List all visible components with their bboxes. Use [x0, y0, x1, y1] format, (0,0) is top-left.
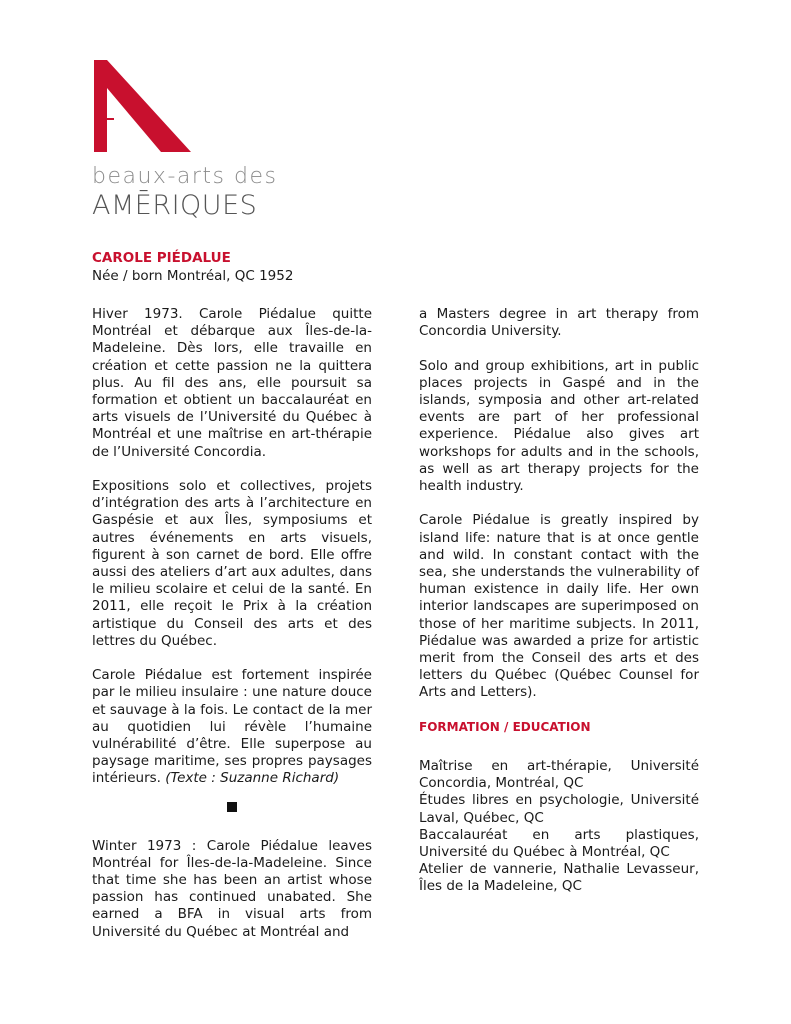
education-item: Maîtrise en art-thérapie, Université Concordia, Montréal, QC [419, 758, 699, 792]
bio-fr-paragraph-3 [92, 667, 372, 787]
brand-name-line1: beaux-arts des [92, 164, 278, 189]
artist-name: CAROLE PIÉDALUE [92, 250, 231, 266]
left-column [92, 306, 372, 941]
education-item: Baccalauréat en arts plastiques, Université du Québec à Montréal, QC [419, 826, 699, 861]
education-heading: FORMATION / EDUCATION [419, 719, 591, 734]
artist-birth: Née / born Montréal, QC 1952 [92, 268, 294, 284]
education-item: Atelier de vannerie, Nathalie Levasseur, Îles de la Madeleine, QC [419, 861, 699, 895]
bio-en-paragraph-1-end: a Masters degree in art therapy from Concordia University. [419, 306, 699, 340]
section-separator-square [227, 802, 237, 812]
bio-en-paragraph-2: Solo and group exhibitions, art in public places projects in Gaspé and in the islands, symposia and other art-related events are part of her professional experience. Piédalue also gives art workshops for adults and in the schools, as well as art therapy projects for the health industry. [419, 357, 699, 495]
bio-fr-paragraph-1: Hiver 1973. Carole Piédalue quitte Montréal et débarque aux Îles-de-la-Madeleine. Dès lors, elle travaille en création et cette passion ne la quittera plus. Au fil des ans, elle poursuit sa formation et obtient un baccalauréat en arts visuels de l’Université du Québec à Montréal et une maîtrise en art-thérapie de l’Université Concordia. [92, 306, 372, 460]
right-column [419, 306, 699, 896]
bio-en-paragraph-1-start: Winter 1973 : Carole Piédalue leaves Montréal for Îles-de-la-Madeleine. Since that time she has been an artist whose passion has continued unabated. She earned a BFA in visual arts from Université du Québec at Montréal and [92, 837, 372, 940]
bio-fr-paragraph-3-text: Carole Piédalue est fortement inspirée par le milieu insulaire : une nature douce et sauvage à la fois. Le contact de la mer au quotidien lui révèle l’humaine vulnérabilité d’être. Elle superpose au paysage maritime, ses propres paysages intérieurs. [92, 667, 372, 787]
bio-en-paragraph-3: Carole Piédalue is greatly inspired by island life: nature that is at once gentle and wild. In constant contact with the sea, she understands the vulnerability of human existence in daily life. Her own interior landscapes are superimposed on those of her maritime subjects. In 2011, Piédalue was awarded a prize for artistic merit from the Conseil des arts et des letters du Québec (Québec Counsel for Arts and Letters). [419, 512, 699, 701]
education-item: Études libres en psychologie, Université Laval, Québec, QC [419, 792, 699, 826]
brand-name-line2: AMĒRIQUES [92, 190, 258, 221]
bio-fr-paragraph-2: Expositions solo et collectives, projets d’intégration des arts à l’architecture en Gaspésie et aux Îles, symposiums et autres événements en arts visuels, figurent à son carnet de bord. Elle offre aussi des ateliers d’art aux adultes, dans le milieu scolaire et celui de la santé. En 2011, elle reçoit le Prix à la création artistique du Conseil des arts et des lettres du Québec. [92, 478, 372, 649]
text-credit: (Texte : Suzanne Richard) [165, 770, 340, 787]
